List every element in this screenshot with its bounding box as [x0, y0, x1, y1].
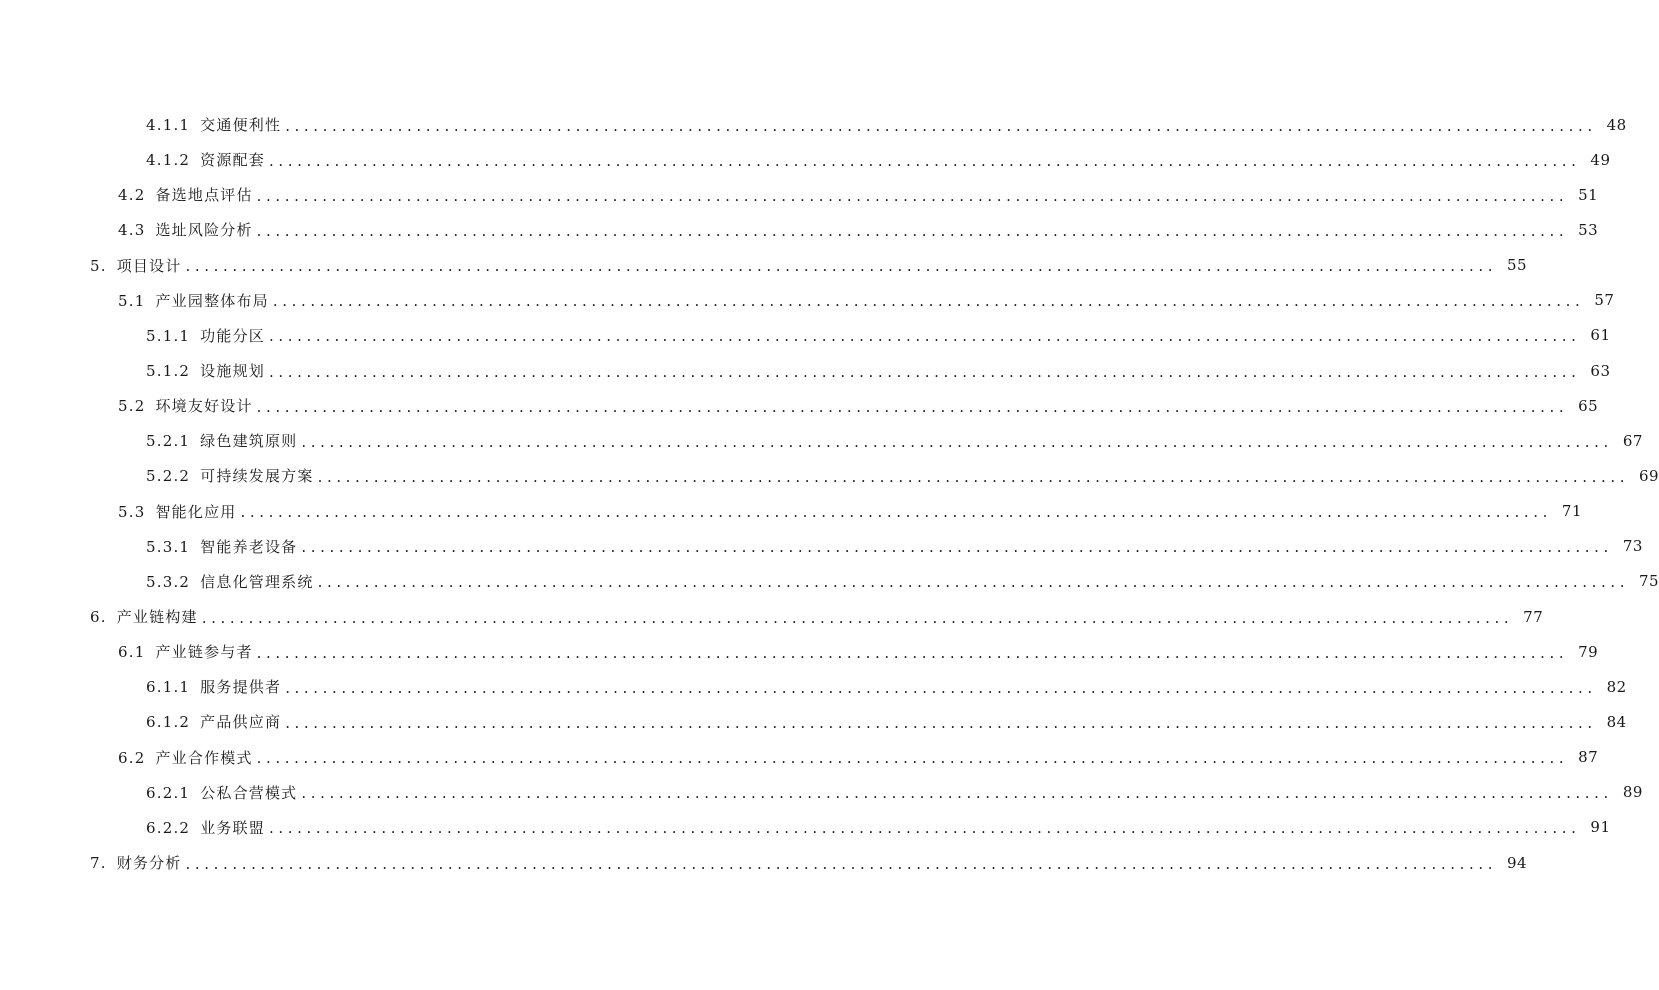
toc-section-title: 绿色建筑原则 — [200, 432, 298, 451]
toc-dot-leader: ............................................................................................................................................ — [201, 608, 1514, 627]
toc-entry-heading — [118, 219, 253, 240]
toc-entry-heading — [90, 606, 198, 627]
toc-dot-leader: ............................................................................................................................................ — [185, 854, 1498, 873]
toc-entry-heading — [146, 536, 297, 557]
toc-section-number: 6. — [90, 608, 107, 627]
toc-dot-leader: ............................................................................................................................................ — [256, 397, 1569, 416]
toc-dot-leader: ............................................................................................................................................ — [256, 643, 1569, 662]
toc-entry-heading — [146, 571, 314, 592]
toc-entry[interactable] — [0, 107, 1627, 142]
toc-dot-leader: ............................................................................................................................................ — [240, 503, 1553, 522]
toc-section-title: 公私合营模式 — [200, 783, 298, 802]
toc-section-title: 资源配套 — [200, 151, 265, 170]
toc-dot-leader: ............................................................................................................................................ — [317, 467, 1630, 486]
toc-page-number: 55 — [1506, 256, 1528, 275]
toc-section-number: 4.2 — [118, 186, 146, 205]
toc-dot-leader: ............................................................................................................................................ — [272, 292, 1585, 311]
toc-entry[interactable] — [0, 564, 1659, 599]
toc-entry-heading — [146, 782, 297, 803]
toc-dot-leader: ............................................................................................................................................ — [301, 538, 1613, 557]
toc-entry[interactable] — [0, 423, 1643, 458]
toc-dot-leader: ............................................................................................................................................ — [317, 573, 1630, 592]
toc-dot-leader: ............................................................................................................................................ — [285, 678, 1597, 697]
toc-entry[interactable] — [0, 494, 1583, 529]
toc-section-title: 交通便利性 — [200, 116, 282, 135]
toc-page-number: 94 — [1506, 853, 1528, 872]
toc-entry[interactable] — [0, 353, 1611, 388]
toc-entry-heading — [146, 149, 265, 170]
toc-entry-heading — [146, 360, 265, 381]
toc-page-number: 73 — [1622, 537, 1643, 556]
toc-dot-leader: ............................................................................................................................................ — [256, 221, 1569, 240]
toc-page-number: 84 — [1606, 712, 1627, 731]
toc-section-number: 5.1.2 — [146, 362, 191, 381]
toc-dot-leader: ............................................................................................................................................ — [285, 713, 1597, 732]
toc-entry-heading — [146, 817, 265, 838]
toc-entry-heading — [146, 114, 281, 135]
toc-section-title: 项目设计 — [116, 256, 182, 275]
toc-section-title: 备选地点评估 — [155, 186, 253, 205]
toc-entry-heading — [118, 184, 253, 205]
toc-entry[interactable] — [0, 177, 1599, 212]
toc-entry-heading — [90, 255, 182, 276]
toc-section-number: 7. — [90, 854, 107, 873]
toc-dot-leader: ............................................................................................................................................ — [268, 819, 1581, 838]
toc-entry-heading — [146, 676, 281, 697]
toc-section-title: 可持续发展方案 — [200, 467, 314, 486]
toc-page-number: 91 — [1590, 818, 1611, 837]
toc-page-number: 71 — [1561, 502, 1583, 521]
toc-dot-leader: ............................................................................................................................................ — [256, 749, 1569, 768]
toc-entry[interactable] — [0, 845, 1528, 880]
toc-section-number: 5. — [90, 256, 107, 275]
toc-entry-heading — [146, 430, 297, 451]
toc-entry[interactable] — [0, 212, 1599, 247]
toc-section-number: 5.3.1 — [146, 537, 191, 556]
table-of-contents — [0, 107, 1659, 880]
toc-section-number: 5.2.1 — [146, 432, 191, 451]
toc-section-title: 智能养老设备 — [200, 537, 298, 556]
toc-page-number: 77 — [1523, 607, 1544, 626]
toc-section-number: 4.3 — [118, 221, 146, 240]
toc-entry[interactable] — [0, 318, 1611, 353]
toc-entry[interactable] — [0, 283, 1615, 318]
toc-page-number: 87 — [1578, 748, 1599, 767]
toc-page-number: 53 — [1578, 220, 1599, 239]
toc-entry[interactable] — [0, 634, 1599, 669]
toc-section-number: 6.2.1 — [146, 783, 191, 802]
toc-entry-heading — [90, 852, 182, 873]
toc-dot-leader: ............................................................................................................................................ — [285, 116, 1597, 135]
toc-section-number: 5.1.1 — [146, 326, 191, 345]
toc-section-number: 4.1.1 — [146, 116, 191, 135]
toc-entry[interactable] — [0, 810, 1611, 845]
toc-section-number: 5.2.2 — [146, 467, 191, 486]
toc-entry[interactable] — [0, 388, 1599, 423]
toc-entry[interactable] — [0, 669, 1627, 704]
toc-entry-heading — [118, 290, 269, 311]
toc-entry[interactable] — [0, 775, 1643, 810]
toc-section-title: 产品供应商 — [200, 713, 282, 732]
toc-section-number: 5.3 — [118, 502, 146, 521]
toc-entry[interactable] — [0, 599, 1544, 634]
toc-section-number: 6.1.2 — [146, 713, 191, 732]
toc-entry-heading — [146, 711, 281, 732]
toc-page-number: 48 — [1606, 115, 1627, 134]
toc-page-number: 75 — [1639, 572, 1659, 591]
toc-section-title: 业务联盟 — [200, 818, 265, 837]
toc-page-number: 51 — [1578, 185, 1599, 204]
toc-section-title: 选址风险分析 — [155, 221, 253, 240]
toc-entry-heading — [118, 641, 253, 662]
toc-section-number: 6.1 — [118, 643, 146, 662]
toc-page-number: 63 — [1590, 361, 1611, 380]
toc-section-number: 5.1 — [118, 291, 146, 310]
toc-entry[interactable] — [0, 740, 1599, 775]
toc-dot-leader: ............................................................................................................................................ — [256, 186, 1569, 205]
toc-entry-heading — [146, 325, 265, 346]
toc-page-number: 65 — [1578, 396, 1599, 415]
toc-entry[interactable] — [0, 704, 1627, 739]
toc-section-title: 产业链构建 — [116, 608, 198, 627]
toc-entry[interactable] — [0, 248, 1528, 283]
toc-entry[interactable] — [0, 458, 1659, 493]
toc-dot-leader: ............................................................................................................................................ — [268, 151, 1581, 170]
toc-page-number: 89 — [1622, 783, 1643, 802]
toc-entry-heading — [118, 747, 253, 768]
toc-section-title: 产业链参与者 — [155, 643, 253, 662]
toc-dot-leader: ............................................................................................................................................ — [301, 432, 1613, 451]
toc-entry[interactable] — [0, 142, 1611, 177]
toc-page-number: 49 — [1590, 150, 1611, 169]
toc-page-number: 82 — [1606, 677, 1627, 696]
toc-section-title: 环境友好设计 — [155, 397, 253, 416]
toc-section-number: 6.1.1 — [146, 678, 191, 697]
toc-page-number: 67 — [1622, 431, 1643, 450]
toc-section-title: 功能分区 — [200, 326, 265, 345]
toc-page-number: 69 — [1639, 466, 1659, 485]
toc-section-number: 6.2 — [118, 748, 146, 767]
toc-section-title: 产业园整体布局 — [155, 291, 269, 310]
toc-dot-leader: ............................................................................................................................................ — [185, 257, 1498, 276]
toc-dot-leader: ............................................................................................................................................ — [268, 327, 1581, 346]
toc-entry[interactable] — [0, 529, 1643, 564]
toc-page-number: 79 — [1578, 642, 1599, 661]
toc-section-title: 设施规划 — [200, 362, 265, 381]
toc-entry-heading — [118, 501, 236, 522]
toc-section-number: 5.2 — [118, 397, 146, 416]
toc-page-number: 61 — [1590, 326, 1611, 345]
toc-section-title: 智能化应用 — [155, 502, 237, 521]
toc-section-title: 财务分析 — [116, 854, 182, 873]
toc-section-number: 6.2.2 — [146, 818, 191, 837]
toc-entry-heading — [146, 465, 314, 486]
toc-section-number: 5.3.2 — [146, 572, 191, 591]
toc-dot-leader: ............................................................................................................................................ — [268, 362, 1581, 381]
toc-section-title: 产业合作模式 — [155, 748, 253, 767]
toc-page-number: 57 — [1594, 291, 1615, 310]
toc-dot-leader: ............................................................................................................................................ — [301, 784, 1613, 803]
toc-section-title: 服务提供者 — [200, 678, 282, 697]
toc-entry-heading — [118, 395, 253, 416]
toc-section-number: 4.1.2 — [146, 151, 191, 170]
toc-section-title: 信息化管理系统 — [200, 572, 314, 591]
